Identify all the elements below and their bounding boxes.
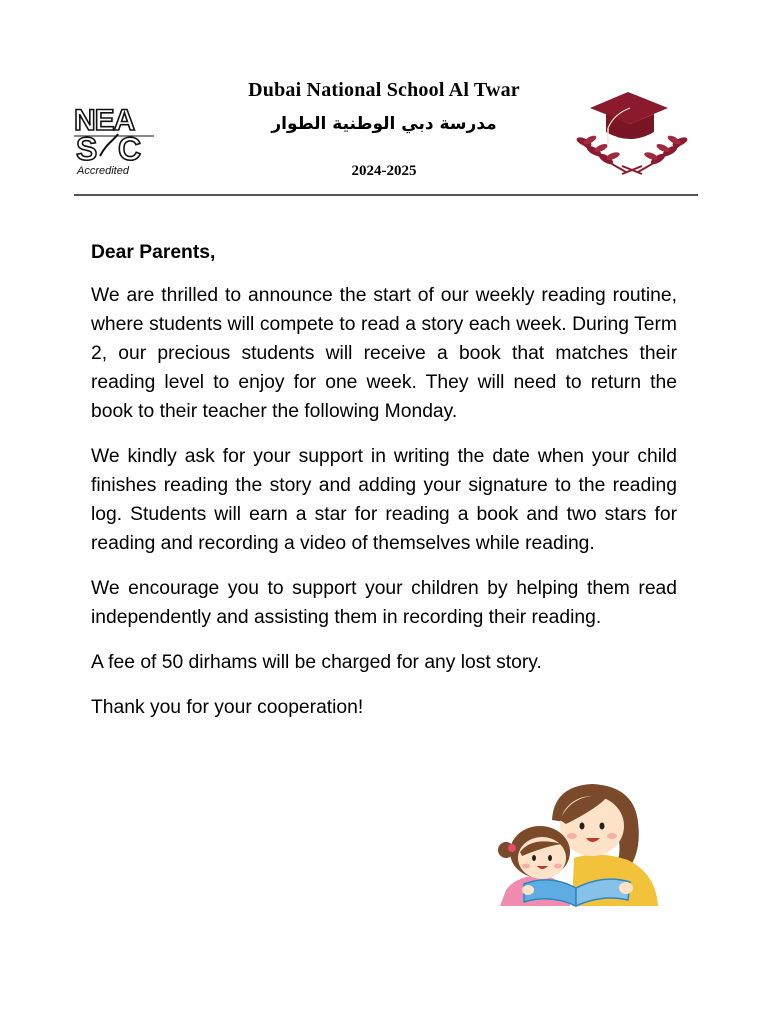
mother-and-child-reading-illustration <box>488 780 668 908</box>
salutation: Dear Parents, <box>91 242 216 263</box>
logo-text-accredited: Accredited <box>77 165 129 177</box>
school-name: Dubai National School Al Twar <box>248 79 520 101</box>
logo-text-nea: NEA <box>74 104 135 137</box>
paragraph-lost-book-fee: A fee of 50 dirhams will be charged for any lost story. <box>91 652 542 673</box>
paragraph-reading-log: We kindly ask for your support in writing the date when your child finishes reading the story and adding your signature to the reading log. Students will earn a star for reading a book and two stars for reading and recording a video of themselves while reading. <box>91 446 677 554</box>
paragraph-encouragement: We encourage you to support your children by helping them read independently and assisting them in recording their reading. <box>91 578 677 628</box>
letterhead <box>0 0 768 200</box>
closing-thanks: Thank you for your cooperation! <box>91 697 364 718</box>
letter-body <box>91 238 677 738</box>
school-name-arabic: مدرسة دبي الوطنية الطوار <box>271 114 497 134</box>
academic-year: 2024-2025 <box>351 163 417 179</box>
header-divider <box>74 194 698 196</box>
paragraph-reading-routine: We are thrilled to announce the start of our weekly reading routine, where students will compete to read a story each week. During Term 2, our precious students will receive a book that matches their reading level to enjoy for one week. They will need to return the book to their teacher the following Monday. <box>91 285 677 422</box>
logo-text-s: S <box>76 131 98 167</box>
neasc-accreditation-logo <box>74 100 154 178</box>
graduation-cap-laurel-logo <box>570 88 694 180</box>
logo-text-c: C <box>118 131 142 167</box>
